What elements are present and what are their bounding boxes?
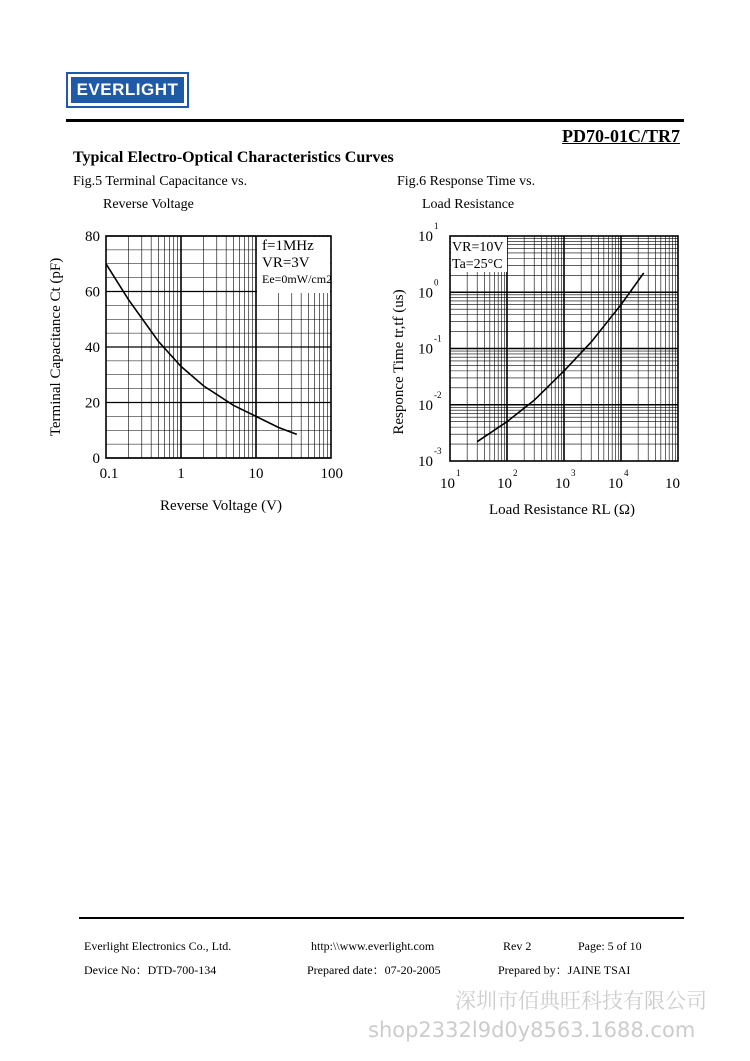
- fig6-x-tick-base: 10: [440, 476, 455, 492]
- footer-rev: Rev 2: [503, 939, 532, 953]
- fig6-y-tick-label: [418, 446, 442, 470]
- fig6-x-tick-base: 10: [555, 476, 570, 492]
- fig6-y-axis-label: Responce Time tr,tf (us): [391, 289, 407, 435]
- fig6-condition-label: VR=10V: [452, 240, 504, 255]
- footer-prepared-by: Prepared by：JAINE TSAI: [498, 963, 631, 977]
- fig6-x-tick-label: [608, 468, 629, 492]
- fig5-y-axis-label: Terminal Capacitance Ct (pF): [48, 257, 64, 437]
- fig5-x-axis-label: Reverse Voltage (V): [160, 498, 282, 514]
- fig6-caption-line2: Load Resistance: [422, 197, 515, 212]
- fig5-y-tick-label: 60: [85, 284, 100, 301]
- part-number: PD70-01C/TR7: [562, 126, 680, 146]
- logo-text: EVERLIGHT: [71, 77, 184, 103]
- fig6-y-tick-base: 10: [418, 285, 433, 302]
- fig6-y-tick-label: [418, 334, 442, 358]
- fig6-x-tick-base: 10: [608, 476, 623, 492]
- fig6-x-tick-exponent: 1: [456, 468, 461, 478]
- fig5-y-tick-label: 20: [85, 395, 100, 412]
- fig5-y-tick-label: 40: [85, 340, 100, 356]
- fig5-condition-label: Ee=0mW/cm2: [262, 272, 333, 286]
- section-title: Typical Electro-Optical Characteristics Curves: [73, 149, 394, 166]
- fig5-caption-line1: Fig.5 Terminal Capacitance vs.: [73, 174, 248, 189]
- fig6-y-tick-base: 10: [418, 397, 433, 414]
- fig6-condition-label: Ta=25°C: [452, 257, 503, 272]
- fig6-y-tick-label: [418, 277, 439, 301]
- footer-website[interactable]: http:\\www.everlight.com: [311, 939, 435, 953]
- fig6-x-tick-exponent: 4: [624, 468, 629, 478]
- fig5-condition-label: VR=3V: [262, 255, 310, 271]
- fig6-y-tick-label: [418, 390, 442, 414]
- fig5-caption-line2: Reverse Voltage: [103, 197, 194, 212]
- fig6-y-tick-exponent: -2: [434, 389, 442, 400]
- fig5-condition-label: f=1MHz: [262, 238, 314, 254]
- fig5-y-tick-label: 80: [85, 229, 100, 245]
- footer-device-no: Device No：DTD-700-134: [84, 963, 217, 977]
- fig6-y-tick-exponent: 0: [434, 277, 439, 288]
- fig5-x-tick-label: 10: [248, 466, 264, 482]
- fig6-x-tick-exponent: 3: [571, 468, 576, 478]
- fig6-y-tick-exponent: 1: [434, 221, 439, 231]
- fig5-y-tick-label: 0: [92, 451, 100, 467]
- fig6-x-tick-base: 10: [665, 476, 680, 492]
- fig6-y-tick-label: [418, 221, 439, 245]
- footer-prepared-date: Prepared date：07-20-2005: [307, 963, 441, 977]
- fig6-y-tick-exponent: -1: [434, 333, 442, 344]
- fig5-x-tick-label: 1: [177, 466, 185, 482]
- fig6-y-tick-exponent: -3: [434, 446, 442, 456]
- footer-page: Page: 5 of 10: [578, 939, 642, 953]
- fig6-y-tick-base: 10: [418, 229, 433, 245]
- watermark-shop-url: shop2332l9d0y8563.1688.com: [368, 1018, 696, 1042]
- fig5-x-tick-label: 0.1: [99, 466, 119, 482]
- fig6-x-tick-label: [555, 468, 576, 492]
- fig6-caption-line1: Fig.6 Response Time vs.: [397, 174, 536, 189]
- fig6-y-tick-base: 10: [418, 454, 433, 470]
- fig6-x-tick-label: [440, 468, 461, 492]
- fig6-x-tick-exponent: 2: [513, 468, 518, 478]
- fig6-x-tick-base: 10: [497, 476, 512, 492]
- fig6-x-tick-label: [497, 468, 518, 492]
- fig6-y-tick-base: 10: [418, 341, 433, 358]
- footer-company: Everlight Electronics Co., Ltd.: [84, 939, 232, 953]
- fig6-x-axis-label: Load Resistance RL (Ω): [489, 502, 635, 518]
- watermark-company: 深圳市佰典旺科技有限公司: [455, 989, 707, 1013]
- footer-divider: [79, 917, 684, 919]
- fig5-x-tick-label: 100: [320, 466, 343, 482]
- fig6-x-tick-label: [665, 476, 680, 492]
